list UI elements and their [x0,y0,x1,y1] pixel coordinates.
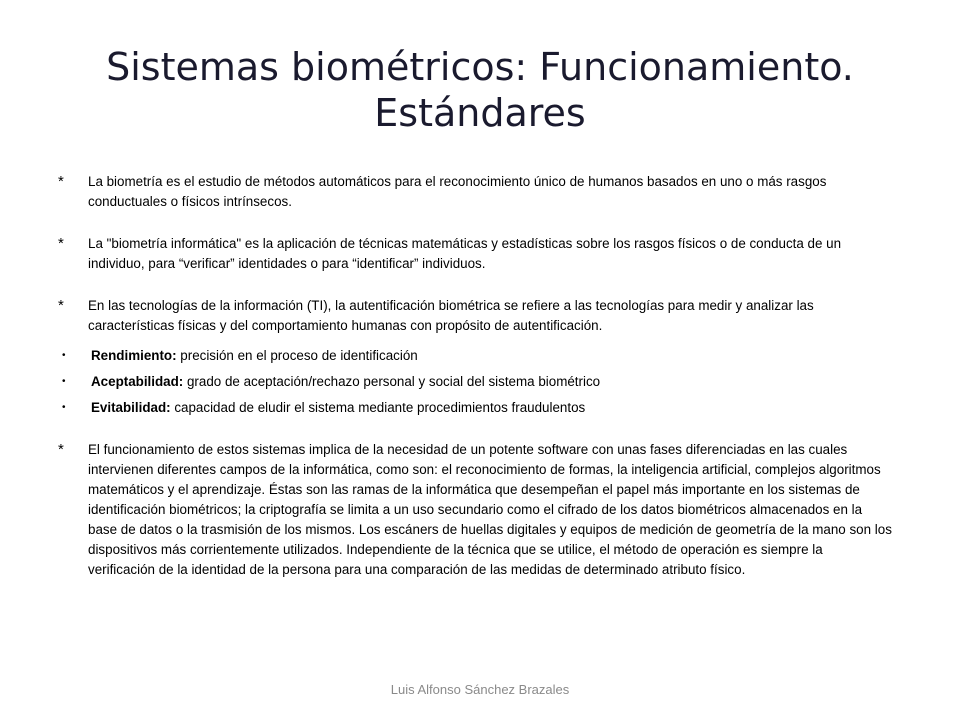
dot-bullet-icon: • [62,402,66,413]
slide-body [58,172,893,602]
criterion-label: Rendimiento: [91,348,177,363]
criterion-description: capacidad de eludir el sistema mediante procedimientos fraudulentos [170,400,586,415]
criterion-description: grado de aceptación/rechazo personal y social del sistema biométrico [183,374,601,389]
criterion-text [88,398,893,418]
asterisk-bullet-icon: * [58,297,64,314]
slide-title [70,44,890,136]
criterion-description: precisión en el proceso de identificación [176,348,418,363]
title-line-2: Estándares [374,91,586,135]
dot-bullet-icon: • [62,376,66,387]
asterisk-bullet-icon: * [58,441,64,458]
paragraph-text: El funcionamiento de estos sistemas implica de la necesidad de un potente software con unas fases diferenciadas en las cuales intervienen diferentes campos de la informática, como son: el reconocimiento de formas, la inteligencia artificial, complejos algoritmos matemáticos y el aprendizaje. Éstas son las ramas de la informática que desempeñan el papel más importante en los sistemas de identificación biométricos; la criptografía se limita a un uso secundario como el cifrado de los datos biométricos almacenados en la base de datos o la trasmisión de los mismos. Los escáners de huellas digitales y equipos de medición de geometría de la mano son los dispositivos más corrientemente utilizados. Independiente de la técnica que se utilice, el método de operación es siempre la verificación de la identidad de la persona para una comparación de las medidas de determinado atributo físico. [88,442,892,577]
paragraph-biometria [58,172,893,212]
slide-footer: Luis Alfonso Sánchez Brazales [390,682,570,697]
criterion-label: Aceptabilidad: [91,374,184,389]
paragraph-text: La biometría es el estudio de métodos automáticos para el reconocimiento único de humanos basados en uno o más rasgos conductuales o físicos intrínsecos. [88,174,827,209]
paragraph-autentificacion [58,296,893,336]
asterisk-bullet-icon: * [58,173,64,190]
criterion-aceptabilidad [58,372,893,392]
paragraph-text: La "biometría informática" es la aplicación de técnicas matemáticas y estadísticas sobre los rasgos físicos o de conducta de un individuo, para “verificar” identidades o para “identificar” individuos. [88,236,842,271]
criterion-label: Evitabilidad: [91,400,171,415]
criterion-evitabilidad [58,398,893,418]
asterisk-bullet-icon: * [58,235,64,252]
paragraph-biometria-informatica [58,234,893,274]
criterion-rendimiento [58,346,893,366]
paragraph-text: En las tecnologías de la información (TI), la autentificación biométrica se refiere a las tecnologías para medir y analizar las características físicas y del comportamiento humanas con propósito de autentificación. [88,298,814,333]
paragraph-funcionamiento [58,440,893,580]
dot-bullet-icon: • [62,350,66,361]
criterion-text [88,372,893,392]
criterion-text [88,346,893,366]
title-line-1: Sistemas biométricos: Funcionamiento. [106,45,854,89]
